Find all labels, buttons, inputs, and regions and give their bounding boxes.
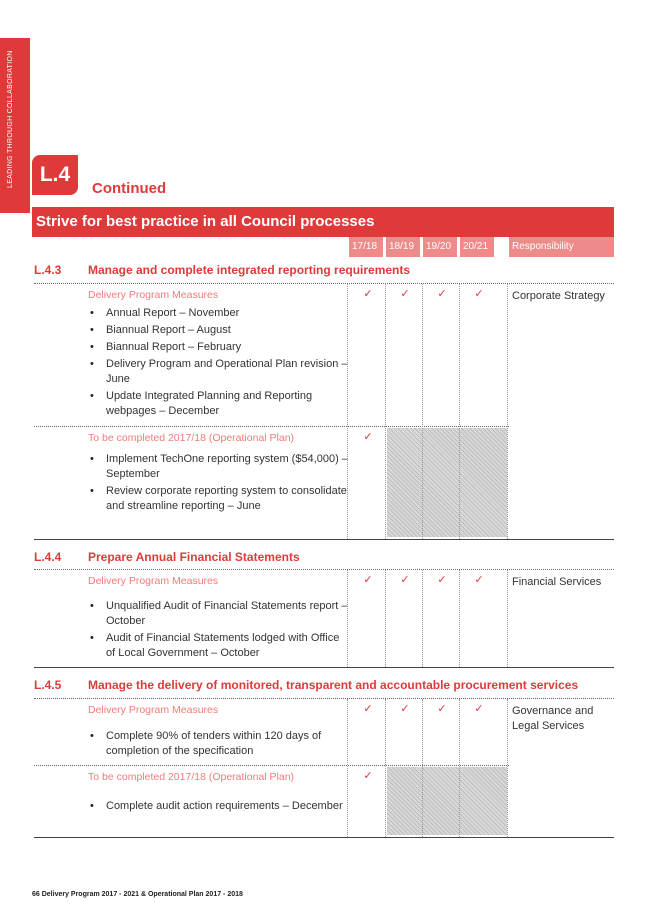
op-list bbox=[88, 452, 348, 516]
header-responsibility: Responsibility bbox=[509, 237, 614, 257]
hatched-cells bbox=[387, 428, 507, 537]
divider bbox=[34, 837, 614, 838]
list-item: • Complete 90% of tenders within 120 days of completion of the specification bbox=[88, 729, 348, 759]
measures-label: Delivery Program Measures bbox=[88, 289, 219, 301]
divider bbox=[34, 426, 509, 427]
tick-icon: ✓ bbox=[437, 574, 447, 586]
column-divider bbox=[422, 570, 423, 667]
section-title: L.4.4 Prepare Annual Financial Statements bbox=[34, 550, 300, 564]
column-divider bbox=[507, 699, 508, 837]
header-1718: 17/18 bbox=[349, 237, 383, 257]
column-divider bbox=[422, 699, 423, 837]
op-list bbox=[88, 799, 348, 816]
side-tab-label: LEADING THROUGH COLLABORATION bbox=[7, 50, 14, 188]
section-badge: L.4 bbox=[32, 155, 78, 195]
tick-icon: ✓ bbox=[474, 288, 484, 300]
list-item: • Biannual Report – February bbox=[88, 340, 348, 355]
tick-icon: ✓ bbox=[400, 288, 410, 300]
list-item: • Audit of Financial Statements lodged with Office of Local Government – October bbox=[88, 631, 348, 661]
list-item: • Unqualified Audit of Financial Statements report – October bbox=[88, 599, 348, 629]
list-item: • Annual Report – November bbox=[88, 306, 348, 321]
measures-label: Delivery Program Measures bbox=[88, 575, 219, 587]
measures-list bbox=[88, 599, 348, 663]
column-divider bbox=[347, 570, 348, 667]
header-1920: 19/20 bbox=[423, 237, 457, 257]
list-item: • Biannual Report – August bbox=[88, 323, 348, 338]
tick-icon: ✓ bbox=[363, 574, 373, 586]
tick-icon: ✓ bbox=[363, 770, 373, 782]
hatched-cells bbox=[387, 767, 507, 835]
divider bbox=[34, 283, 614, 284]
tick-icon: ✓ bbox=[400, 703, 410, 715]
divider bbox=[34, 765, 509, 766]
responsibility: Corporate Strategy bbox=[512, 290, 605, 302]
divider bbox=[34, 539, 614, 540]
column-divider bbox=[385, 284, 386, 539]
column-divider bbox=[459, 570, 460, 667]
tick-icon: ✓ bbox=[437, 288, 447, 300]
column-divider bbox=[507, 284, 508, 539]
side-tab bbox=[0, 38, 30, 213]
continued-label: Continued bbox=[92, 180, 167, 197]
column-divider bbox=[347, 699, 348, 837]
measures-label: Delivery Program Measures bbox=[88, 704, 219, 716]
column-divider bbox=[385, 699, 386, 837]
tick-icon: ✓ bbox=[474, 703, 484, 715]
banner-title: Strive for best practice in all Council processes bbox=[32, 207, 614, 237]
column-divider bbox=[459, 699, 460, 837]
measures-list bbox=[88, 729, 348, 761]
header-1819: 18/19 bbox=[386, 237, 420, 257]
header-2021: 20/21 bbox=[460, 237, 494, 257]
list-item: • Delivery Program and Operational Plan revision – June bbox=[88, 357, 348, 387]
column-divider bbox=[422, 284, 423, 539]
tick-icon: ✓ bbox=[400, 574, 410, 586]
tick-icon: ✓ bbox=[474, 574, 484, 586]
list-item: • Review corporate reporting system to consolidate and streamline reporting – June bbox=[88, 484, 348, 514]
responsibility: Financial Services bbox=[512, 576, 602, 588]
column-divider bbox=[385, 570, 386, 667]
column-divider bbox=[459, 284, 460, 539]
measures-list bbox=[88, 306, 348, 421]
column-divider bbox=[507, 570, 508, 667]
op-label: To be completed 2017/18 (Operational Plan) bbox=[88, 771, 295, 783]
page-footer: 66 Delivery Program 2017 - 2021 & Operational Plan 2017 - 2018 bbox=[32, 891, 243, 898]
tick-icon: ✓ bbox=[437, 703, 447, 715]
list-item: • Complete audit action requirements – December bbox=[88, 799, 348, 814]
op-label: To be completed 2017/18 (Operational Plan) bbox=[88, 432, 295, 444]
divider bbox=[34, 667, 614, 668]
tick-icon: ✓ bbox=[363, 703, 373, 715]
list-item: • Implement TechOne reporting system ($54,000) – September bbox=[88, 452, 348, 482]
responsibility: Governance and Legal Services bbox=[512, 705, 594, 732]
tick-icon: ✓ bbox=[363, 431, 373, 443]
column-divider bbox=[347, 284, 348, 539]
tick-icon: ✓ bbox=[363, 288, 373, 300]
divider bbox=[34, 569, 614, 570]
section-title: L.4.3 Manage and complete integrated reporting requirements bbox=[34, 263, 411, 277]
list-item: • Update Integrated Planning and Reporting webpages – December bbox=[88, 389, 348, 419]
section-title: L.4.5 Manage the delivery of monitored, transparent and accountable procurement services bbox=[34, 678, 579, 692]
divider bbox=[34, 698, 614, 699]
table-header bbox=[32, 237, 614, 257]
